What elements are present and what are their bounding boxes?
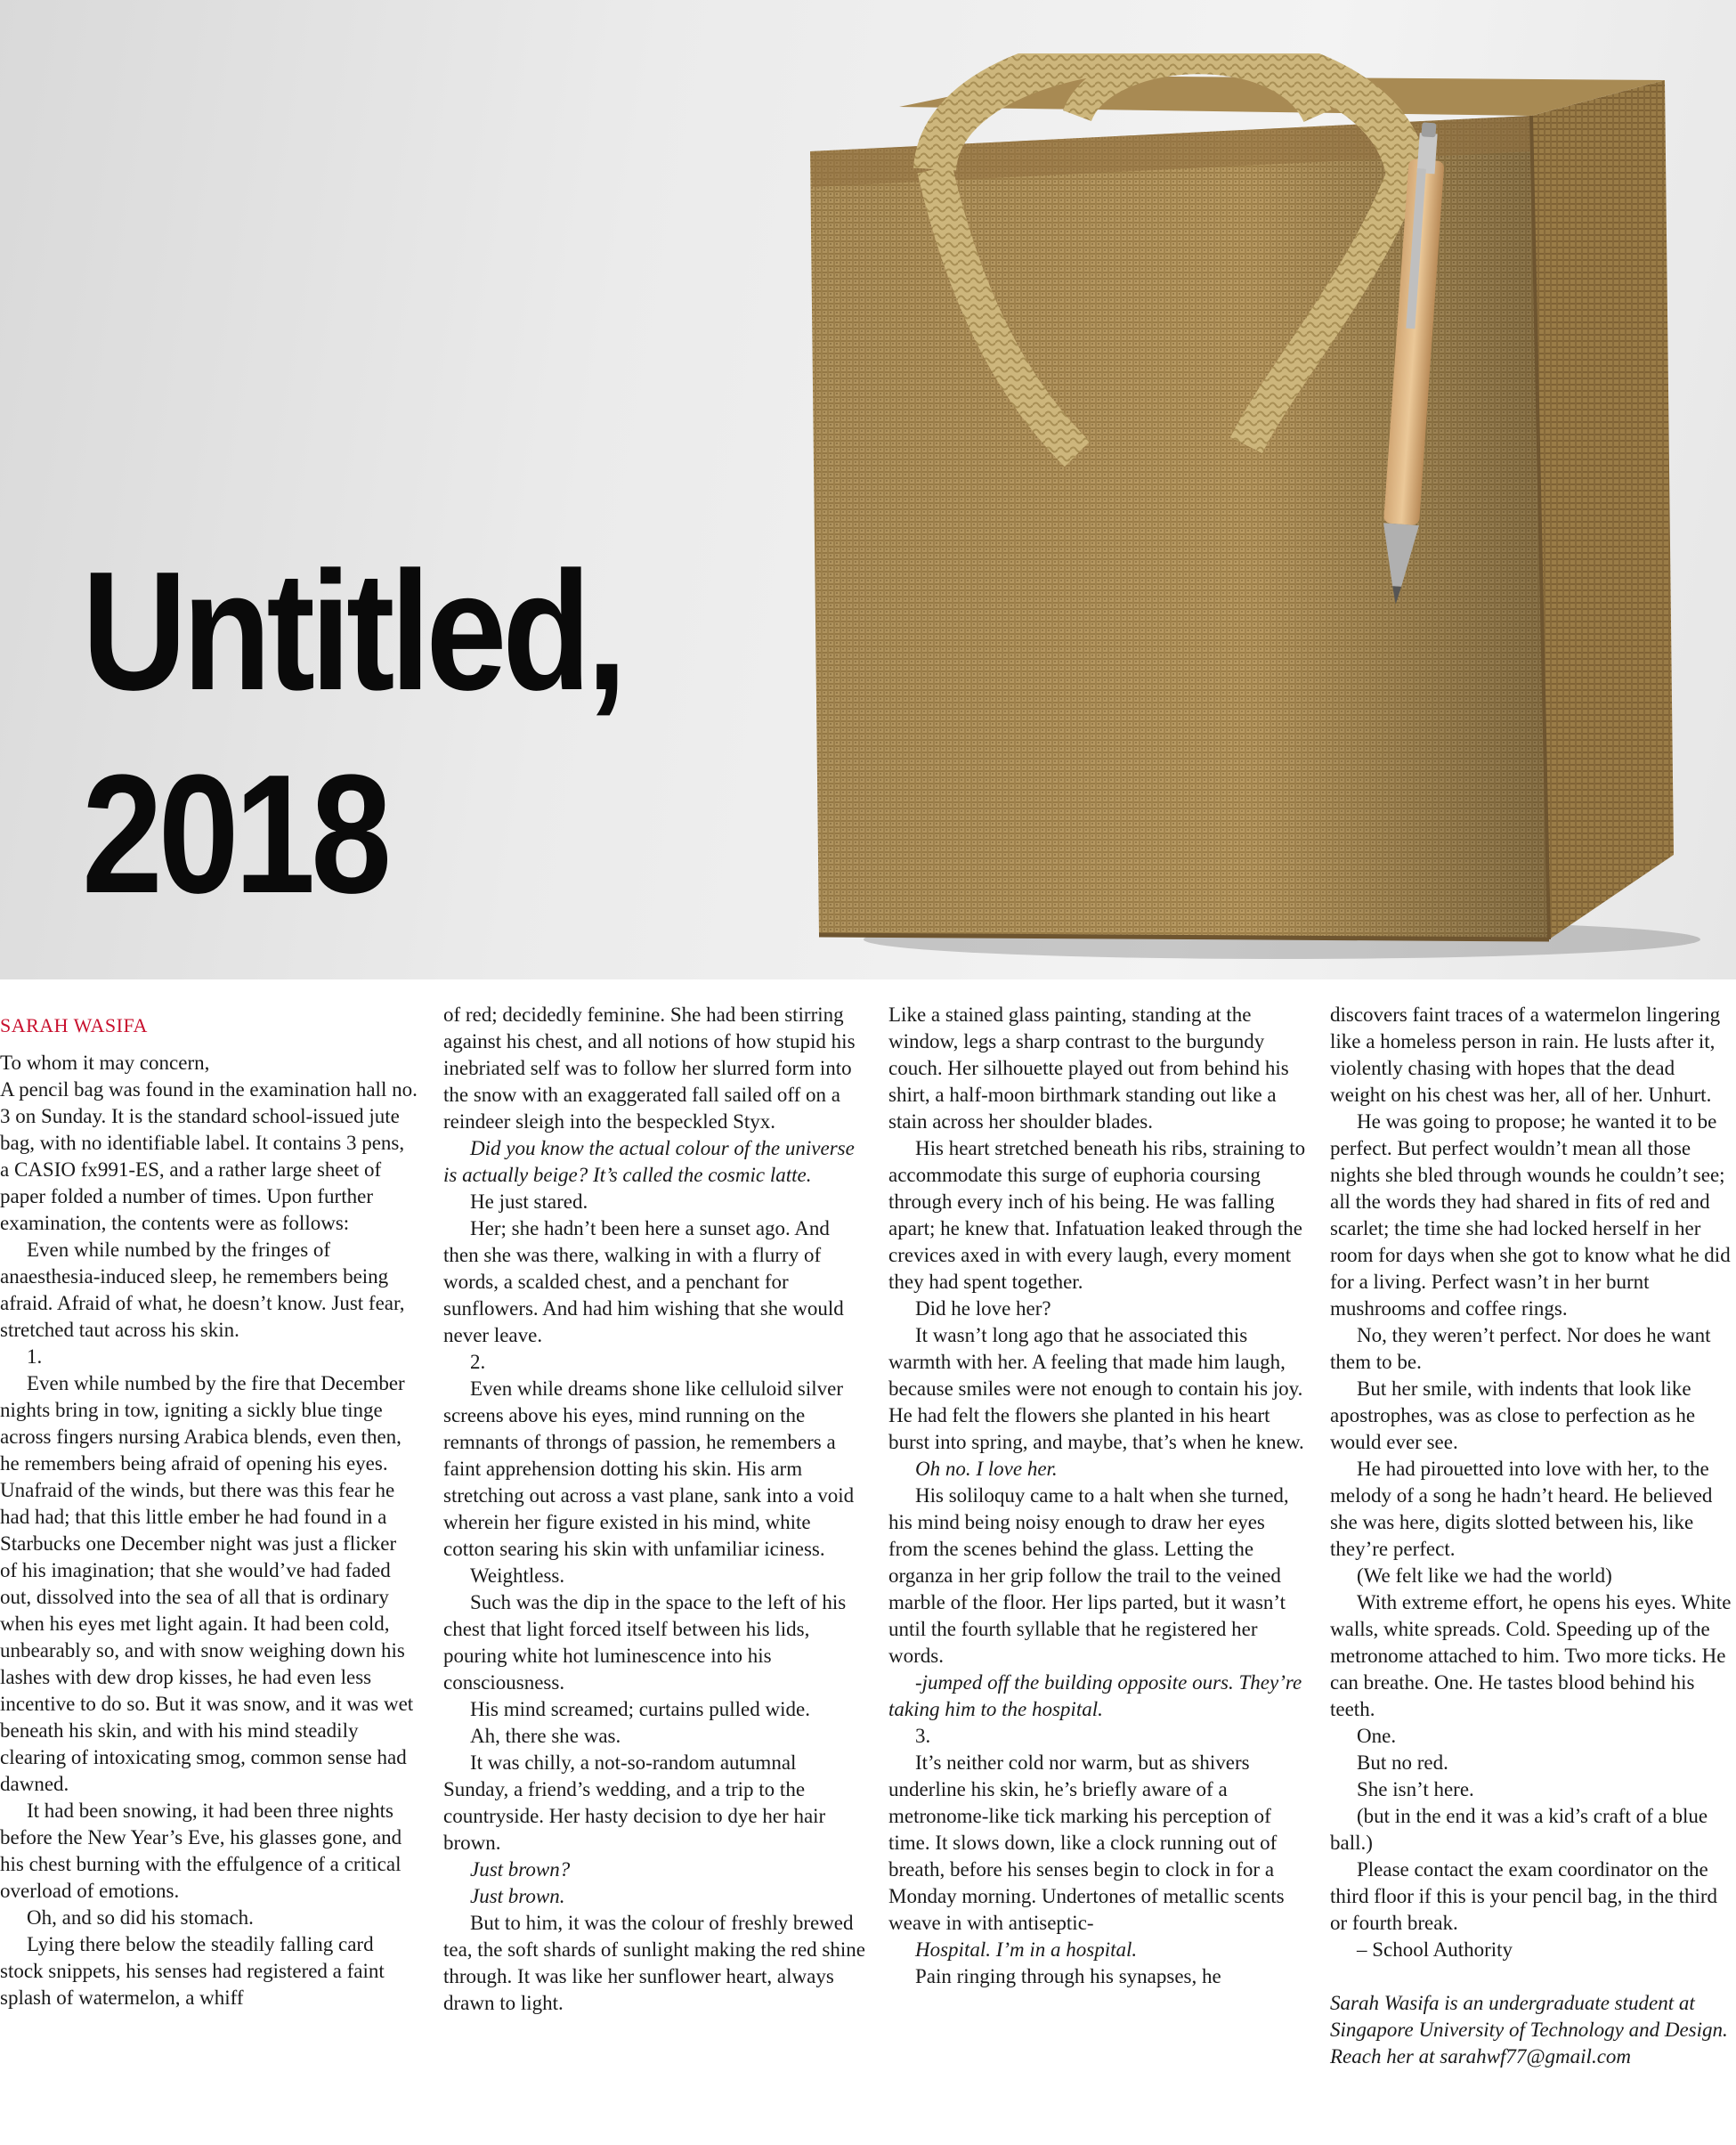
paragraph: His soliloquy came to a halt when she turned, his mind being noisy enough to draw her eyes from the scenes behind the glass. Letting the organza in her grip follow the trail to the veined marble of the floor. Her lips parted, but it wasn’t until the fourth syllable that he registered her words.: [888, 1484, 1289, 1667]
paragraph: Pain ringing through his synapses, he: [915, 1965, 1221, 1987]
column-3: [865, 1002, 1309, 2145]
paragraph: Did you know the actual colour of the universe is actually beige? It’s called the cosmic latte.: [443, 1137, 855, 1186]
paragraph: 3.: [915, 1725, 931, 1747]
paragraph: But her smile, with indents that look like apostrophes, was as close to perfection as he would ever see.: [1330, 1377, 1696, 1453]
paragraph: – School Authority: [1357, 1938, 1513, 1961]
paragraph: But to him, it was the colour of freshly brewed tea, the soft shards of sunlight making the red shine through. It was like her sunflower heart, always drawn to light.: [443, 1912, 865, 2014]
paragraph: Hospital. I’m in a hospital.: [915, 1938, 1138, 1961]
paragraph: Oh, and so did his stomach.: [27, 1906, 254, 1929]
column-3-text: [888, 1002, 1309, 1990]
paragraph: He had pirouetted into love with her, to the melody of a song he hadn’t heard. He believed she was here, digits slotted between his, like they’re perfect.: [1330, 1458, 1713, 1560]
paragraph: Like a stained glass painting, standing at the window, legs a sharp contrast to the burgundy couch. Her silhouette played out from behind his shirt, a half-moon birthmark standing out like a stain across her shoulder blades.: [888, 1003, 1289, 1133]
title-line-2: 2018: [82, 740, 387, 929]
paragraph: He just stared.: [470, 1190, 588, 1213]
article-body: [0, 1002, 1736, 2145]
title-line-1: Untitled,: [82, 537, 623, 726]
paragraph: 2.: [470, 1351, 486, 1373]
paragraph: Weightless.: [470, 1564, 565, 1587]
paragraph: No, they weren’t perfect. Nor does he want them to be.: [1330, 1324, 1711, 1373]
paragraph: Just brown?: [470, 1858, 571, 1881]
paragraph: But no red.: [1357, 1751, 1448, 1774]
column-1: [0, 1002, 418, 2145]
paragraph: 1.: [27, 1345, 43, 1368]
paragraph: To whom it may concern,: [0, 1052, 210, 1074]
column-4: [1309, 1002, 1736, 2145]
paragraph: Ah, there she was.: [470, 1725, 621, 1747]
paragraph: She isn’t here.: [1357, 1778, 1474, 1800]
column-2: [418, 1002, 865, 2145]
paragraph: It had been snowing, it had been three nights before the New Year’s Eve, his glasses gone, and his chest burning with the effulgence of a critical overload of emotions.: [0, 1800, 402, 1902]
paragraph: Even while dreams shone like celluloid silver screens above his eyes, mind running on the remnants of throngs of passion, he remembers a faint apprehension dotting his skin. His arm stretching out across a vast plane, sank into a void wherein her figure existed in his mind, white cotton searing his skin with unfamiliar iciness.: [443, 1377, 855, 1560]
paragraph: It was chilly, a not-so-random autumnal Sunday, a friend’s wedding, and a trip to the countryside. Her hasty decision to dye her hair brown.: [443, 1751, 826, 1854]
paragraph: -jumped off the building opposite ours. They’re taking him to the hospital.: [888, 1671, 1302, 1720]
paragraph: His heart stretched beneath his ribs, straining to accommodate this surge of euphoria coursing through every inch of his being. He was falling apart; he knew that. Infatuation leaked through the crevices axed in with every laugh, every moment they had spent together.: [888, 1137, 1306, 1293]
paragraph: Oh no. I love her.: [915, 1458, 1058, 1480]
paragraph: Such was the dip in the space to the left of his chest that light forced itself between his lids, pouring white hot luminescence into his consciousness.: [443, 1591, 847, 1694]
paragraph: It’s neither cold nor warm, but as shivers underline his skin, he’s briefly aware of a metronome-like tick marking his perception of time. It slows down, like a clock running out of breath, before his senses begin to clock in for a Monday morning. Undertones of metallic scents weave in with antiseptic-: [888, 1751, 1285, 1934]
article-title: [82, 530, 622, 936]
paragraph: Lying there below the steadily falling card stock snippets, his senses had registered a faint splash of watermelon, a whiff: [0, 1933, 385, 2009]
paragraph: With extreme effort, he opens his eyes. White walls, white spreads. Cold. Speeding up of the metronome attached to him. Two more ticks. He can breathe. One. He tastes blood behind his teeth.: [1330, 1591, 1732, 1720]
paragraph: He was going to propose; he wanted it to be perfect. But perfect wouldn’t mean all those nights she bled through wounds he couldn’t see; all the words they had shared in fits of red and scarlet; the time she had locked herself in her room for days when she got to know what he did for a living. Perfect wasn’t in her burnt mushrooms and coffee rings.: [1330, 1110, 1731, 1320]
column-4-text: [1330, 1002, 1732, 2070]
hero-photo: [0, 0, 1736, 979]
jute-bag-illustration: [783, 53, 1700, 962]
paragraph: Her; she hadn’t been here a sunset ago. And then she was there, walking in with a flurry of words, a scalded chest, and a penchant for sunflowers. And had him wishing that she would never leave.: [443, 1217, 844, 1346]
paragraph: His mind screamed; curtains pulled wide.: [470, 1698, 810, 1720]
paragraph: Just brown.: [470, 1885, 565, 1907]
paragraph: One.: [1357, 1725, 1397, 1747]
paragraph: (but in the end it was a kid’s craft of a blue ball.): [1330, 1805, 1708, 1854]
paragraph: It wasn’t long ago that he associated this warmth with her. A feeling that made him laugh, because smiles were not enough to contain his joy. He had felt the flowers she planted in his heart burst into spring, and maybe, that’s when he knew.: [888, 1324, 1304, 1453]
paragraph: A pencil bag was found in the examination hall no. 3 on Sunday. It is the standard school-issued jute bag, with no identifiable label. It contains 3 pens, a CASIO fx991-ES, and a rather large sheet of paper folded a number of times. Upon further examination, the contents were as follows:: [0, 1078, 418, 1234]
paragraph: Even while numbed by the fire that December nights bring in tow, igniting a sickly blue tinge across fingers nursing Arabica blends, even then, he remembers being afraid of opening his eyes. Unafraid of the winds, but there was this fear he had had; that this little ember he had found in a Starbucks one December night was just a flicker of his imagination; that she would’ve had faded out, dissolved into the sea of all that is ordinary when his eyes met light again. It had been cold, unbearably so, and with snow weighing down his lashes with dew drop kisses, he had even less incentive to do so. But it was snow, and it was wet beneath his skin, and with his mind steadily clearing of intoxicating smog, common sense had dawned.: [0, 1372, 414, 1795]
byline: SARAH WASIFA: [0, 1014, 148, 1036]
paragraph: discovers faint traces of a watermelon lingering like a homeless person in rain. He lusts after it, violently chasing with hopes that the dead weight on his chest was her, all of her. Unhurt.: [1330, 1003, 1721, 1106]
paragraph: (We felt like we had the world): [1357, 1564, 1612, 1587]
paragraph-spacer: [1330, 1963, 1732, 1990]
paragraph: of red; decidedly feminine. She had been stirring against his chest, and all notions of how stupid his inebriated self was to follow her slurred form into the snow with an exaggerated fall sailed off on a reindeer sleigh into the bespeckled Styx.: [443, 1003, 856, 1133]
paragraph: Did he love her?: [915, 1297, 1051, 1320]
column-2-text: [443, 1002, 865, 2017]
paragraph: Please contact the exam coordinator on the third floor if this is your pencil bag, in the third or fourth break.: [1330, 1858, 1718, 1934]
column-1-text: [0, 1050, 418, 2011]
paragraph: Sarah Wasifa is an undergraduate student at Singapore University of Technology and Design. Reach her at sarahwf77@gmail.com: [1330, 1992, 1728, 2068]
paragraph: Even while numbed by the fringes of anaesthesia-induced sleep, he remembers being afraid. Afraid of what, he doesn’t know. Just fear, stretched taut across his skin.: [0, 1239, 405, 1341]
